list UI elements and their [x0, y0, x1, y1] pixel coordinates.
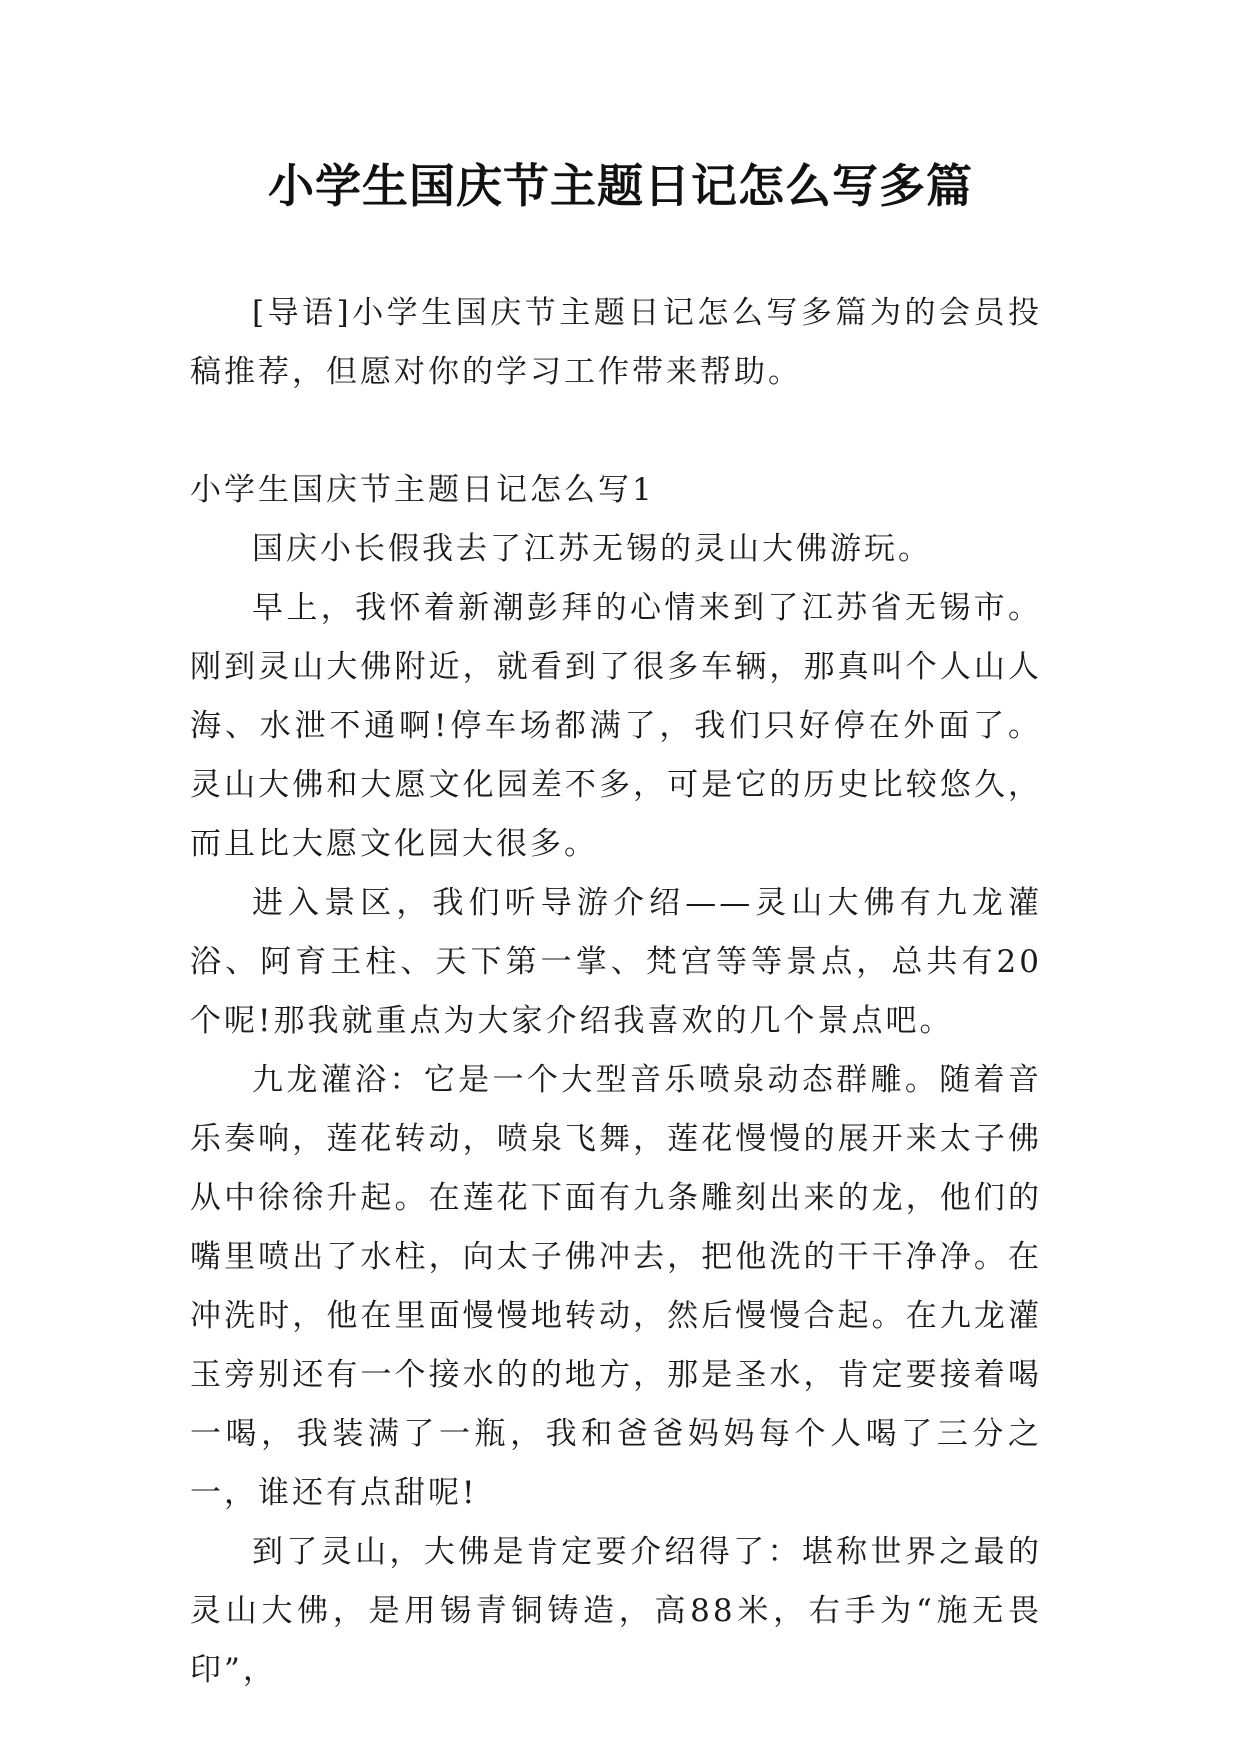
body-paragraph: 早上，我怀着新潮彭拜的心情来到了江苏省无锡市。刚到灵山大佛附近，就看到了很多车辆，那真叫个人山人海、水泄不通啊!停车场都满了，我们只好停在外面了。灵山大佛和大愿文化园差不多，可是它的历史比较悠久，而且比大愿文化园大很多。 [190, 590, 1042, 862]
section-heading: 小学生国庆节主题日记怎么写1 [190, 472, 655, 508]
body-paragraph: 到了灵山，大佛是肯定要介绍得了：堪称世界之最的灵山大佛，是用锡青铜铸造，高88米，右手为“施无畏印”， [190, 1534, 1042, 1688]
document-title: 小学生国庆节主题日记怎么写多篇 [268, 159, 973, 213]
body-paragraph: 进入景区，我们听导游介绍——灵山大佛有九龙灌浴、阿育王柱、天下第一掌、梵宫等等景点，总共有20个呢!那我就重点为大家介绍我喜欢的几个景点吧。 [190, 885, 1042, 1039]
intro-paragraph: [导语]小学生国庆节主题日记怎么写多篇为的会员投稿推荐，但愿对你的学习工作带来帮助。 [190, 295, 1042, 390]
body-paragraph: 九龙灌浴：它是一个大型音乐喷泉动态群雕。随着音乐奏响，莲花转动，喷泉飞舞，莲花慢慢的展开来太子佛从中徐徐升起。在莲花下面有九条雕刻出来的龙，他们的嘴里喷出了水柱，向太子佛冲去，把他洗的干干净净。在冲洗时，他在里面慢慢地转动，然后慢慢合起。在九龙灌玉旁别还有一个接水的的地方，那是圣水，肯定要接着喝一喝，我装满了一瓶，我和爸爸妈妈每个人喝了三分之一，谁还有点甜呢! [190, 1062, 1042, 1511]
body-paragraph: 国庆小长假我去了江苏无锡的灵山大佛游玩。 [252, 531, 932, 567]
document-body [190, 284, 1042, 1700]
